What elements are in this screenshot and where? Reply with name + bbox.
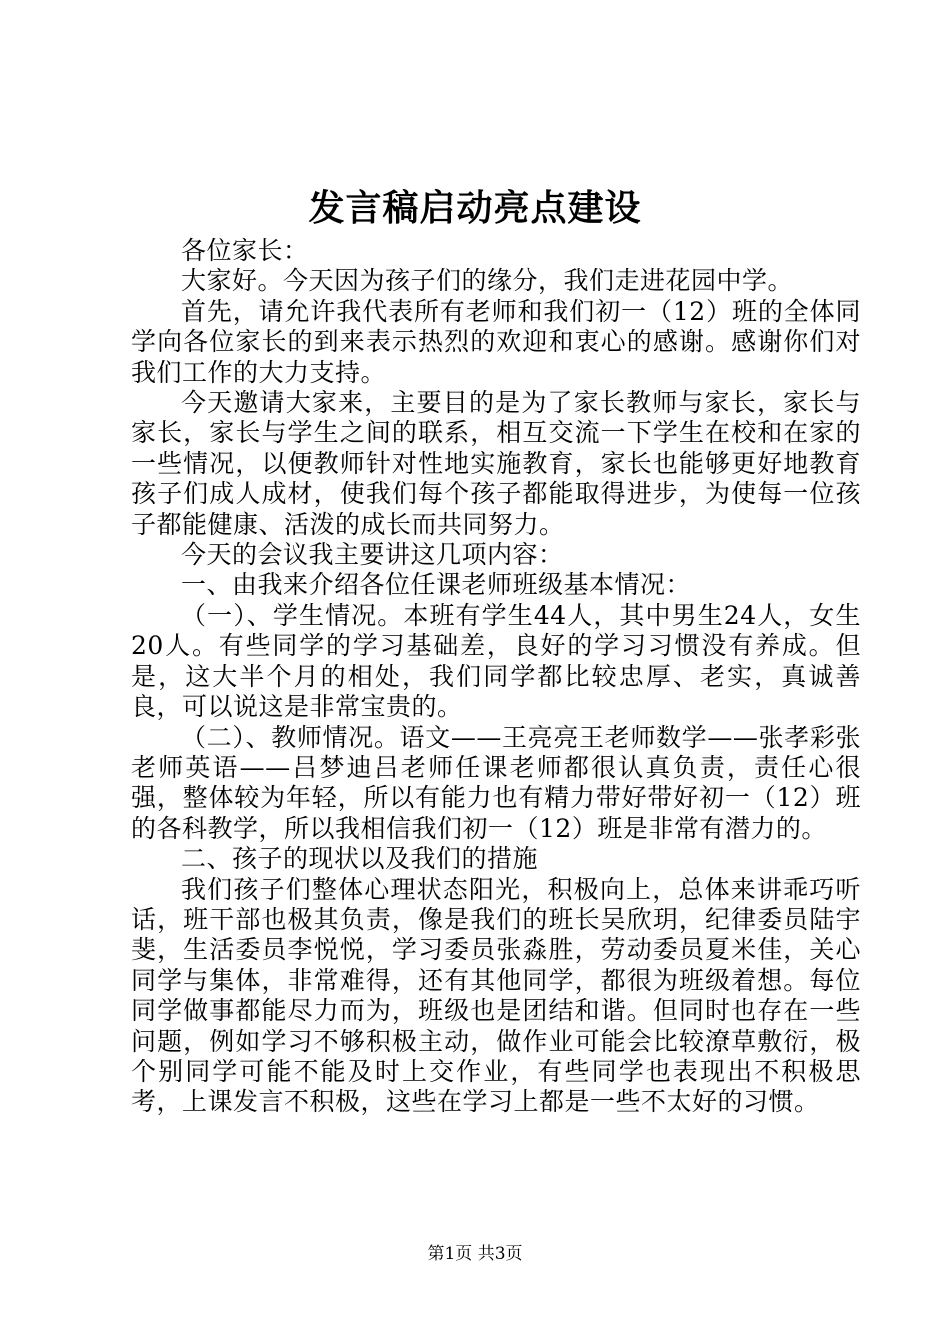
paragraph-student-info: （一）、学生情况。本班有学生44人，其中男生24人，女生20人。有些同学的学习基础差，良好的学习习惯没有养成。但是，这大半个月的相处，我们同学都比较忠厚、老实，真诚善良，可以说这是非常宝贵的。 <box>131 600 861 722</box>
page-footer: 第1页 共3页 <box>427 1244 523 1264</box>
document-body <box>131 236 861 1118</box>
heading-section-1: 一、由我来介绍各位任课老师班级基本情况： <box>181 570 692 600</box>
paragraph-purpose: 今天邀请大家来，主要目的是为了家长教师与家长，家长与家长，家长与学生之间的联系，相互交流一下学生在校和在家的一些情况，以便教师针对性地实施教育，家长也能够更好地教育孩子们成人成材，使我们每个孩子都能取得进步，为使每一位孩子都能健康、活泼的成长而共同努力。 <box>131 388 861 539</box>
paragraph-agenda: 今天的会议我主要讲这几项内容： <box>181 540 564 570</box>
paragraph-welcome: 首先，请允许我代表所有老师和我们初一（12）班的全体同学向各位家长的到来表示热烈的欢迎和衷心的感谢。感谢你们对我们工作的大力支持。 <box>131 296 861 387</box>
document-title: 发言稿启动亮点建设 <box>308 187 642 229</box>
paragraph-current-status: 我们孩子们整体心理状态阳光，积极向上，总体来讲乖巧听话，班干部也极其负责，像是我们的班长吴欣玥，纪律委员陆宇斐，生活委员李悦悦，学习委员张淼胜，劳动委员夏米佳，关心同学与集体，非常难得，还有其他同学，都很为班级着想。每位同学做事都能尽力而为，班级也是团结和谐。但同时也存在一些问题，例如学习不够积极主动，做作业可能会比较潦草敷衍，极个别同学可能不能及时上交作业，有些同学也表现出不积极思考，上课发言不积极，这些在学习上都是一些不太好的习惯。 <box>131 874 861 1117</box>
paragraph-greeting: 大家好。今天因为孩子们的缘分，我们走进花园中学。 <box>181 266 794 296</box>
paragraph-salutation: 各位家长： <box>181 236 309 265</box>
paragraph-teacher-info: （二）、教师情况。语文——王亮亮王老师数学——张孝彩张老师英语——吕梦迪吕老师任课老师都很认真负责，责任心很强，整体较为年轻，所以有能力也有精力带好带好初一（12）班的各科教学，所以我相信我们初一（12）班是非常有潜力的。 <box>131 722 861 843</box>
heading-section-2: 二、孩子的现状以及我们的措施 <box>181 844 539 874</box>
